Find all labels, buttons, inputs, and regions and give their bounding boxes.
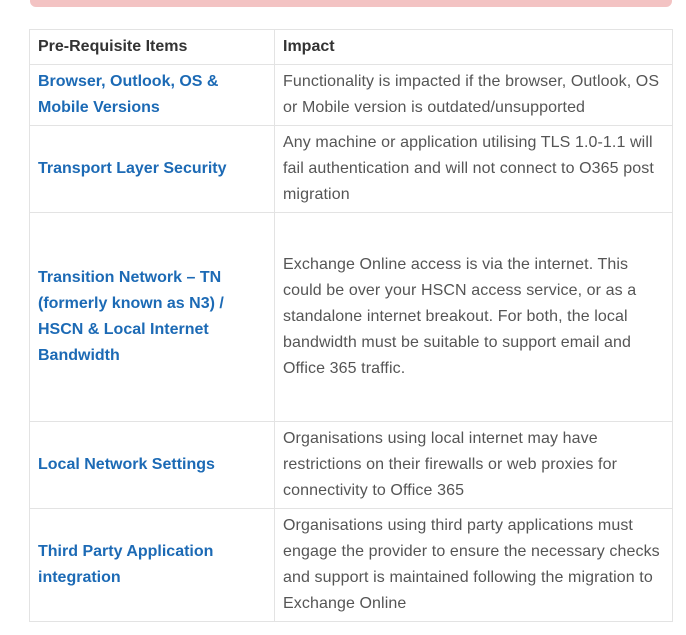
prerequisite-item: Transition Network – TN (formerly known as N3) / HSCN & Local Internet Bandwidth xyxy=(30,213,275,422)
prerequisite-item: Browser, Outlook, OS & Mobile Versions xyxy=(30,65,275,126)
header-impact: Impact xyxy=(275,30,673,65)
table-row xyxy=(30,65,673,126)
prerequisite-item: Third Party Application integration xyxy=(30,509,275,622)
prerequisite-item: Transport Layer Security xyxy=(30,126,275,213)
table-row xyxy=(30,509,673,622)
impact-text: Exchange Online access is via the internet. This could be over your HSCN access service, or as a standalone internet breakout. For both, the local bandwidth must be suitable to support email and Office 365 traffic. xyxy=(275,213,673,422)
header-prerequisite-items: Pre-Requisite Items xyxy=(30,30,275,65)
impact-text: Organisations using third party applications must engage the provider to ensure the necessary checks and support is maintained following the migration to Exchange Online xyxy=(275,509,673,622)
prerequisite-item: Local Network Settings xyxy=(30,422,275,509)
impact-text: Organisations using local internet may have restrictions on their firewalls or web proxies for connectivity to Office 365 xyxy=(275,422,673,509)
alert-banner xyxy=(30,0,672,7)
table-header-row xyxy=(30,30,673,65)
prerequisites-table xyxy=(29,29,673,622)
impact-text: Any machine or application utilising TLS 1.0-1.1 will fail authentication and will not connect to O365 post migration xyxy=(275,126,673,213)
table-row xyxy=(30,126,673,213)
table-row xyxy=(30,422,673,509)
table-row xyxy=(30,213,673,422)
impact-text: Functionality is impacted if the browser, Outlook, OS or Mobile version is outdated/unsupported xyxy=(275,65,673,126)
